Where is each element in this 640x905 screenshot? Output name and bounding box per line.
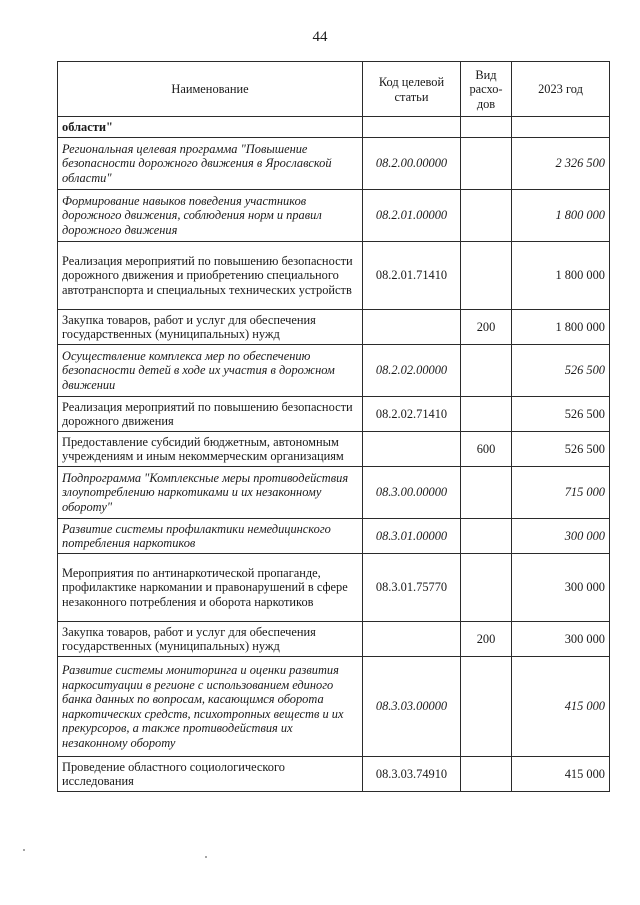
table-row [58, 553, 610, 621]
scan-speck [205, 856, 207, 858]
cell-kind [461, 189, 512, 241]
cell-code: 08.3.03.00000 [363, 656, 461, 756]
table-row [58, 518, 610, 553]
table-row [58, 396, 610, 431]
cell-code: 08.3.01.75770 [363, 553, 461, 621]
cell-kind [461, 553, 512, 621]
cell-name: Закупка товаров, работ и услуг для обеспечения государственных (муниципальных) нужд [58, 621, 363, 656]
cell-code [363, 117, 461, 138]
cell-code: 08.2.01.00000 [363, 189, 461, 241]
cell-name: Мероприятия по антинаркотической пропаганде, профилактике наркомании и правонарушений в сфере незаконного потребления и оборота наркотиков [58, 553, 363, 621]
cell-amount [512, 117, 610, 138]
table-row [58, 189, 610, 241]
cell-kind: 200 [461, 309, 512, 344]
cell-amount: 1 800 000 [512, 241, 610, 309]
table-row [58, 241, 610, 309]
cell-amount: 526 500 [512, 431, 610, 466]
table-row [58, 466, 610, 518]
table-row [58, 344, 610, 396]
cell-name: Предоставление субсидий бюджетным, автономным учреждениям и иным некоммерческим организациям [58, 431, 363, 466]
cell-kind [461, 396, 512, 431]
cell-kind [461, 137, 512, 189]
cell-name: Региональная целевая программа "Повышение безопасности дорожного движения в Ярославской области" [58, 137, 363, 189]
cell-kind [461, 117, 512, 138]
cell-kind: 600 [461, 431, 512, 466]
cell-code: 08.2.02.00000 [363, 344, 461, 396]
cell-name: Подпрограмма "Комплексные меры противодействия злоупотреблению наркотиками и их незаконному обороту" [58, 466, 363, 518]
cell-code: 08.2.00.00000 [363, 137, 461, 189]
table-row [58, 656, 610, 756]
cell-kind [461, 518, 512, 553]
table-body [58, 117, 610, 792]
cell-kind [461, 466, 512, 518]
table-row [58, 431, 610, 466]
header-kind: Вид расхо-дов [461, 62, 512, 117]
table-header-row [58, 62, 610, 117]
scan-speck [23, 849, 25, 851]
cell-kind [461, 756, 512, 791]
cell-code: 08.3.00.00000 [363, 466, 461, 518]
table-row [58, 117, 610, 138]
cell-name: Осуществление комплекса мер по обеспечению безопасности детей в ходе их участия в дорожном движении [58, 344, 363, 396]
cell-name: Реализация мероприятий по повышению безопасности дорожного движения и приобретению специального автотранспорта и специальных технических устройств [58, 241, 363, 309]
page-number: 44 [312, 29, 328, 45]
cell-code: 08.2.01.71410 [363, 241, 461, 309]
cell-code [363, 621, 461, 656]
table-row [58, 309, 610, 344]
header-name: Наименование [58, 62, 363, 117]
cell-code [363, 309, 461, 344]
cell-name: Развитие системы мониторинга и оценки развития наркоситуации в регионе с использованием единого банка данных по вопросам, касающимся оборота наркотических средств, психотропных веществ и их прекурсоров, а также противодействия их незаконному обороту [58, 656, 363, 756]
cell-code [363, 431, 461, 466]
cell-amount: 1 800 000 [512, 309, 610, 344]
cell-code: 08.2.02.71410 [363, 396, 461, 431]
cell-name: Формирование навыков поведения участников дорожного движения, соблюдения норм и правил дорожного движения [58, 189, 363, 241]
cell-amount: 715 000 [512, 466, 610, 518]
cell-amount: 415 000 [512, 656, 610, 756]
cell-name: Проведение областного социологического исследования [58, 756, 363, 791]
cell-amount: 526 500 [512, 396, 610, 431]
cell-amount: 300 000 [512, 621, 610, 656]
cell-amount: 1 800 000 [512, 189, 610, 241]
cell-amount: 526 500 [512, 344, 610, 396]
cell-kind [461, 656, 512, 756]
header-year: 2023 год [512, 62, 610, 117]
cell-code: 08.3.03.74910 [363, 756, 461, 791]
cell-kind: 200 [461, 621, 512, 656]
header-code: Код целевой статьи [363, 62, 461, 117]
cell-kind [461, 344, 512, 396]
cell-amount: 300 000 [512, 518, 610, 553]
table-row [58, 621, 610, 656]
cell-amount: 415 000 [512, 756, 610, 791]
cell-name: Закупка товаров, работ и услуг для обеспечения государственных (муниципальных) нужд [58, 309, 363, 344]
cell-name: Развитие системы профилактики немедицинского потребления наркотиков [58, 518, 363, 553]
cell-name: Реализация мероприятий по повышению безопасности дорожного движения [58, 396, 363, 431]
cell-amount: 300 000 [512, 553, 610, 621]
table-row [58, 756, 610, 791]
budget-table [57, 61, 610, 792]
cell-amount: 2 326 500 [512, 137, 610, 189]
cell-code: 08.3.01.00000 [363, 518, 461, 553]
table-row [58, 137, 610, 189]
cell-kind [461, 241, 512, 309]
cell-name: области" [58, 117, 363, 138]
